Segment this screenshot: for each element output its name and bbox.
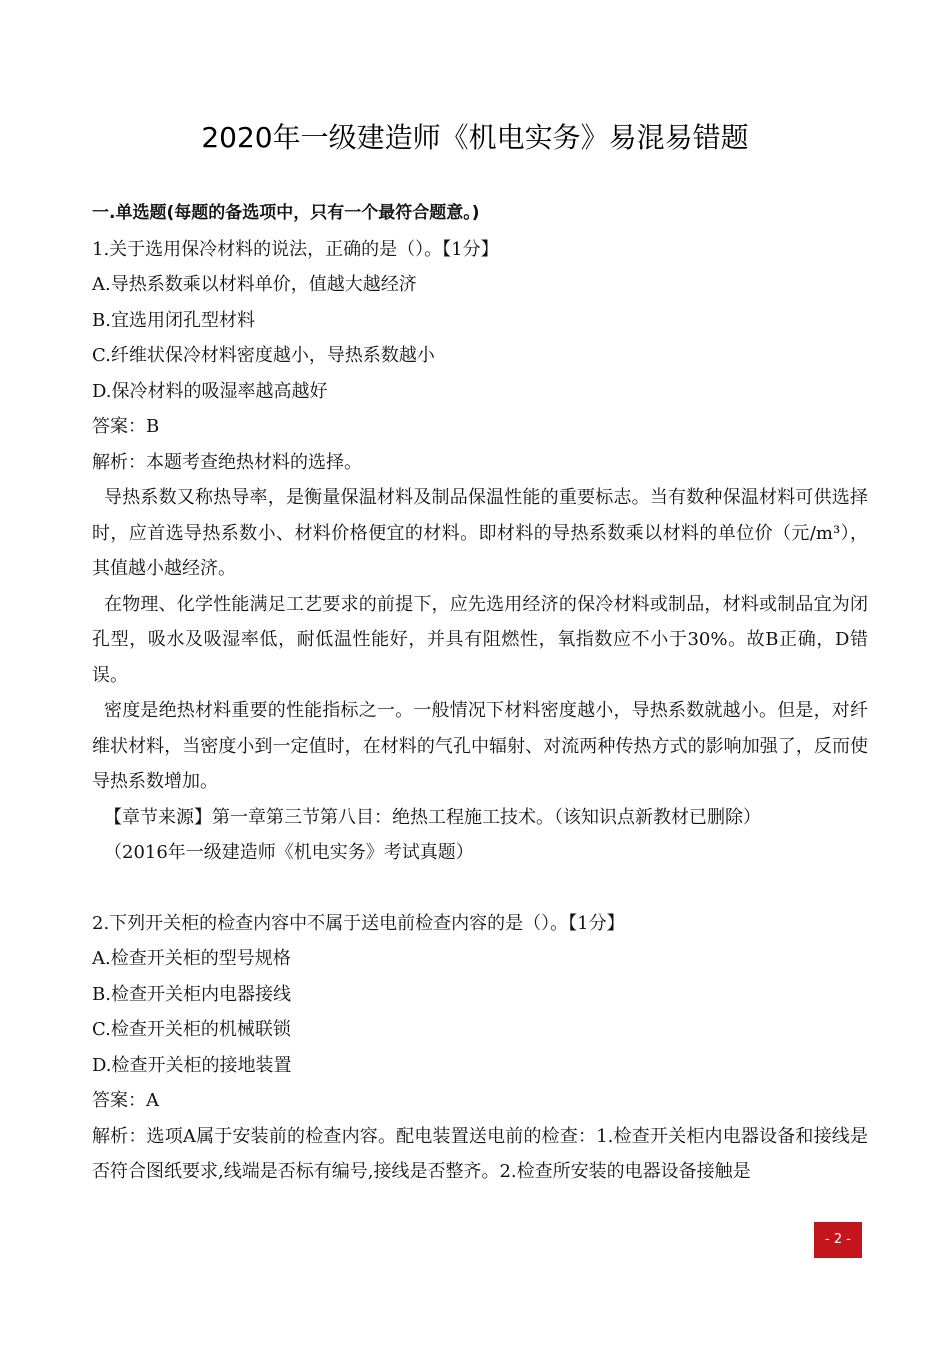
analysis-paragraph: 导热系数又称热导率，是衡量保温材料及制品保温性能的重要标志。当有数种保温材料可供选择时，应首选导热系数小、材料价格便宜的材料。即材料的导热系数乘以材料的单位价（元/m³），其值越小越经济。 [92,487,868,579]
analysis-paragraph: 在物理、化学性能满足工艺要求的前提下，应先选用经济的保冷材料或制品，材料或制品宜为闭孔型，吸水及吸湿率低，耐低温性能好，并具有阻燃性，氧指数应不小于30%。故B正确，D错误。 [92,593,868,686]
analysis-paragraph: 密度是绝热材料重要的性能指标之一。一般情况下材料密度越小，导热系数就越小。但是，对纤维状材料，当密度小到一定值时，在材料的气孔中辐射、对流两种传热方式的影响加强了，反而使导热系数增加。 [92,700,868,792]
analysis-intro: 解析：本题考查绝热材料的选择。 [92,451,362,473]
option-d: D.保冷材料的吸湿率越高越好 [92,380,328,402]
option-c: C.检查开关柜的机械联锁 [92,1019,291,1040]
document-title: 2020年一级建造师《机电实务》易混易错题 [201,121,749,154]
answer: 答案：B [92,416,160,437]
option-b: B.宜选用闭孔型材料 [92,309,255,331]
section-heading: 一.单选题(每题的备选项中，只有一个最符合题意。) [92,203,480,223]
analysis-paragraph: 解析：选项A属于安装前的检查内容。配电装置送电前的检查：1.检查开关柜内电器设备和接线是否符合图纸要求,线端是否标有编号,接线是否整齐。2.检查所安装的电器设备接触是 [92,1125,868,1182]
question-stem: 1.关于选用保冷材料的说法，正确的是（）。【1分】 [92,238,499,260]
chapter-source: 【章节来源】第一章第三节第八目：绝热工程施工技术。（该知识点新教材已删除） [104,806,761,828]
answer: 答案：A [92,1090,159,1111]
option-d: D.检查开关柜的接地装置 [92,1054,292,1076]
page-number-badge: - 2 - [814,1222,862,1258]
option-b: B.检查开关柜内电器接线 [92,983,291,1005]
question-2 [92,906,868,1190]
document-body [92,196,868,1190]
exam-source: （2016年一级建造师《机电实务》考试真题） [104,842,474,863]
option-a: A.导热系数乘以材料单价，值越大越经济 [92,274,417,295]
option-c: C.纤维状保冷材料密度越小，导热系数越小 [92,345,435,366]
question-spacer [92,871,868,906]
option-a: A.检查开关柜的型号规格 [92,948,291,969]
question-stem: 2.下列开关柜的检查内容中不属于送电前检查内容的是（）。【1分】 [92,912,625,934]
question-1 [92,232,868,871]
